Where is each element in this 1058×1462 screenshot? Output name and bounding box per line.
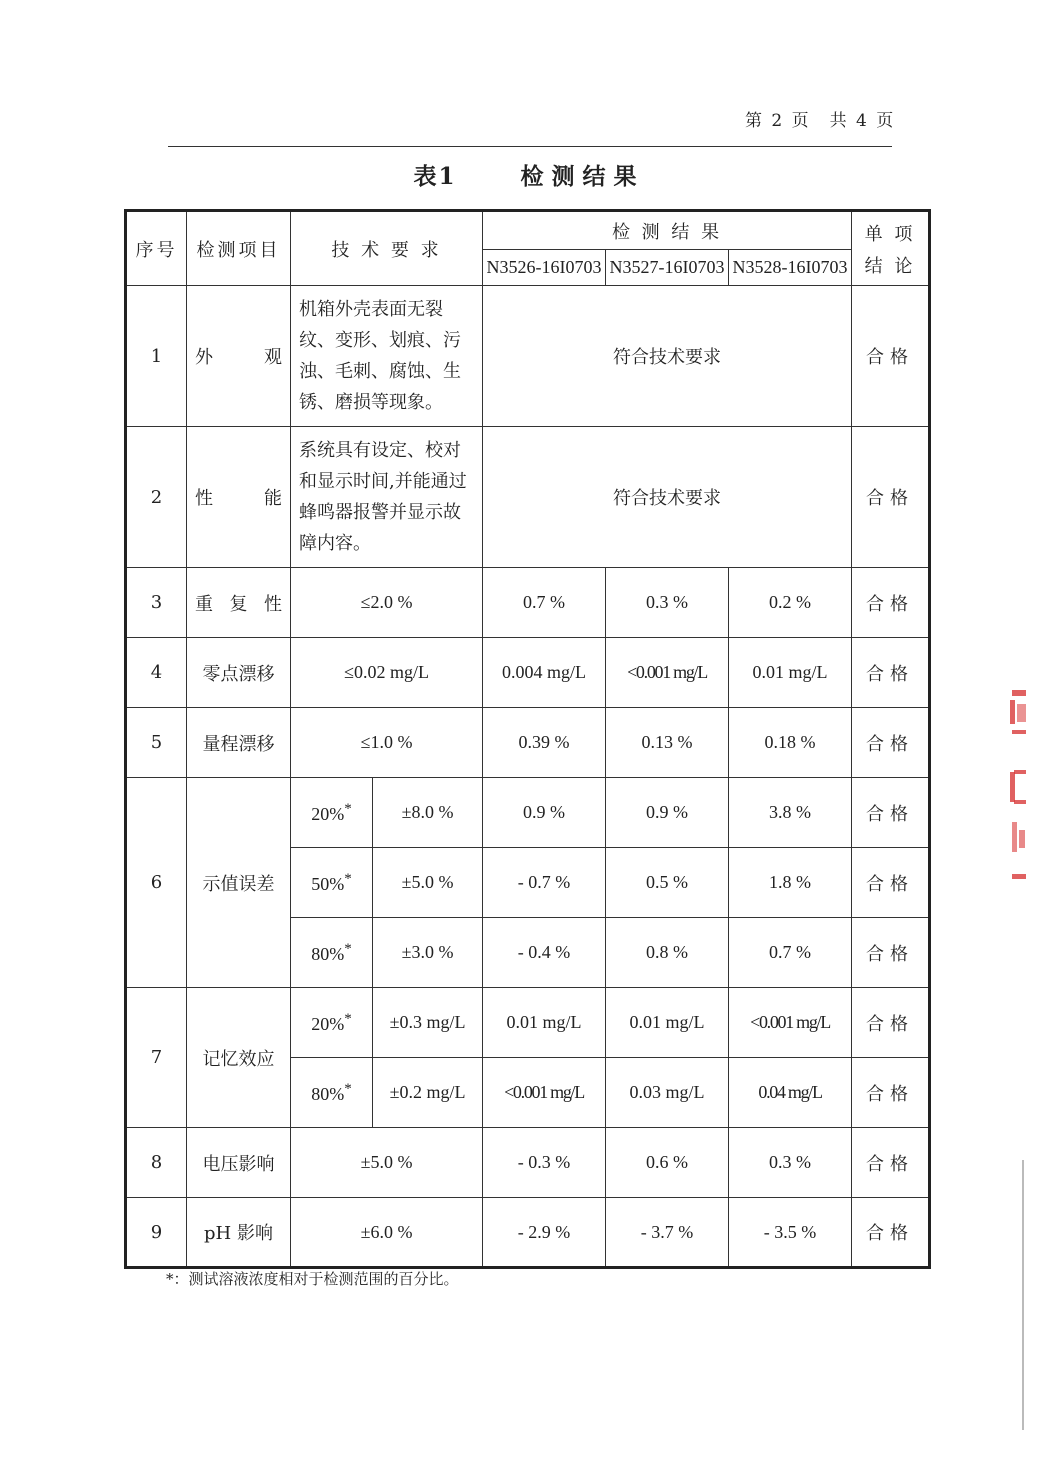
row-item: 示值误差 (187, 778, 291, 988)
header-row (126, 211, 930, 250)
row-item: 零点漂移 (187, 638, 291, 708)
row-value: - 3.7 % (606, 1198, 729, 1268)
row-conclusion: 合格 (852, 286, 930, 427)
scan-edge-line (1022, 1160, 1024, 1430)
table-row (126, 427, 930, 568)
table-title (0, 158, 1058, 191)
row-requirement: ±0.3 mg/L (373, 988, 483, 1058)
row-value: - 0.4 % (483, 918, 606, 988)
row-conclusion: 合格 (852, 988, 930, 1058)
table-row (126, 988, 930, 1058)
row-value: - 3.5 % (729, 1198, 852, 1268)
row-conclusion: 合格 (852, 427, 930, 568)
level-value: 80% (311, 943, 345, 964)
row-value: <0.001 mg/L (729, 988, 852, 1058)
table-row (126, 286, 930, 427)
row-conclusion: 合格 (852, 918, 930, 988)
row-no: 3 (126, 568, 187, 638)
row-requirement: ≤2.0 % (291, 568, 483, 638)
row-value: 3.8 % (729, 778, 852, 848)
table-row (126, 1198, 930, 1268)
level-value: 50% (311, 873, 345, 894)
header-results: 检 测 结 果 (483, 211, 852, 250)
asterisk-mark: * (344, 1080, 352, 1097)
row-value: 0.7 % (729, 918, 852, 988)
row-item: 量程漂移 (187, 708, 291, 778)
row-item: 性能 (187, 427, 291, 568)
row-value: 0.2 % (729, 568, 852, 638)
row-value: 0.01 mg/L (729, 638, 852, 708)
row-item: pH 影响 (187, 1198, 291, 1268)
row-value: 0.18 % (729, 708, 852, 778)
row-no: 8 (126, 1128, 187, 1198)
row-value: 0.01 mg/L (483, 988, 606, 1058)
row-value: - 0.7 % (483, 848, 606, 918)
sample-code: N3526-16I0703 (483, 250, 606, 286)
row-no: 4 (126, 638, 187, 708)
row-conclusion: 合格 (852, 1058, 930, 1128)
level-value: 20% (311, 1013, 345, 1034)
table-row (126, 638, 930, 708)
row-value: 1.8 % (729, 848, 852, 918)
asterisk-mark: * (344, 1010, 352, 1027)
sample-code: N3528-16I0703 (729, 250, 852, 286)
row-conclusion: 合格 (852, 1128, 930, 1198)
row-no: 5 (126, 708, 187, 778)
row-no: 2 (126, 427, 187, 568)
row-value: <0.001 mg/L (483, 1058, 606, 1128)
row-value: <0.001 mg/L (606, 638, 729, 708)
row-value: 0.9 % (606, 778, 729, 848)
header-no: 序号 (126, 211, 187, 286)
header-item: 检测项目 (187, 211, 291, 286)
row-requirement: ±3.0 % (373, 918, 483, 988)
level-value: 20% (311, 803, 345, 824)
table-row (126, 708, 930, 778)
row-value: 0.13 % (606, 708, 729, 778)
row-requirement: 系统具有设定、校对和显示时间,并能通过蜂鸣器报警并显示故障内容。 (291, 427, 483, 568)
footnote: *：测试溶液浓度相对于检测范围的百分比。 (166, 1270, 459, 1288)
row-item: 外观 (187, 286, 291, 427)
table-name: 检测结果 (520, 163, 645, 190)
header-conclusion (852, 211, 930, 286)
asterisk-mark: * (344, 800, 352, 817)
row-requirement: ≤0.02 mg/L (291, 638, 483, 708)
concentration-level (291, 778, 373, 848)
table-row (126, 778, 930, 848)
header-requirement: 技 术 要 求 (291, 211, 483, 286)
row-requirement: ±5.0 % (373, 848, 483, 918)
row-value: 0.01 mg/L (606, 988, 729, 1058)
row-result: 符合技术要求 (483, 427, 852, 568)
row-value: 0.5 % (606, 848, 729, 918)
row-requirement: ±0.2 mg/L (373, 1058, 483, 1128)
row-requirement: ±5.0 % (291, 1128, 483, 1198)
row-conclusion: 合格 (852, 638, 930, 708)
row-value: 0.6 % (606, 1128, 729, 1198)
row-value: 0.03 mg/L (606, 1058, 729, 1128)
row-value: 0.8 % (606, 918, 729, 988)
concentration-level (291, 848, 373, 918)
page-number: 第 2 页 共 4 页 (745, 111, 896, 131)
results-table (124, 209, 931, 1269)
table-row (126, 568, 930, 638)
header-conclusion-line1: 单 项 (864, 223, 916, 245)
row-no: 6 (126, 778, 187, 988)
concentration-level (291, 918, 373, 988)
row-value: 0.9 % (483, 778, 606, 848)
row-value: 0.004 mg/L (483, 638, 606, 708)
level-value: 80% (311, 1083, 345, 1104)
header-rule (168, 146, 892, 147)
concentration-level (291, 1058, 373, 1128)
row-item: 记忆效应 (187, 988, 291, 1128)
row-value: 0.04 mg/L (729, 1058, 852, 1128)
red-stamp-fragment (1008, 690, 1028, 880)
header-conclusion-line2: 结 论 (864, 255, 916, 277)
row-value: 0.3 % (606, 568, 729, 638)
row-requirement: 机箱外壳表面无裂纹、变形、划痕、污浊、毛刺、腐蚀、生锈、磨损等现象。 (291, 286, 483, 427)
row-conclusion: 合格 (852, 778, 930, 848)
asterisk-mark: * (344, 870, 352, 887)
row-conclusion: 合格 (852, 708, 930, 778)
row-value: - 0.3 % (483, 1128, 606, 1198)
table-number: 表1 (413, 163, 457, 190)
row-item: 电压影响 (187, 1128, 291, 1198)
row-value: 0.3 % (729, 1128, 852, 1198)
asterisk-mark: * (344, 940, 352, 957)
row-requirement: ±6.0 % (291, 1198, 483, 1268)
row-no: 7 (126, 988, 187, 1128)
row-value: - 2.9 % (483, 1198, 606, 1268)
row-item: 重复性 (187, 568, 291, 638)
row-conclusion: 合格 (852, 568, 930, 638)
row-value: 0.39 % (483, 708, 606, 778)
sample-code: N3527-16I0703 (606, 250, 729, 286)
row-value: 0.7 % (483, 568, 606, 638)
row-result: 符合技术要求 (483, 286, 852, 427)
row-conclusion: 合格 (852, 1198, 930, 1268)
row-requirement: ±8.0 % (373, 778, 483, 848)
row-no: 1 (126, 286, 187, 427)
concentration-level (291, 988, 373, 1058)
table-row (126, 1128, 930, 1198)
row-no: 9 (126, 1198, 187, 1268)
row-requirement: ≤1.0 % (291, 708, 483, 778)
row-conclusion: 合格 (852, 848, 930, 918)
